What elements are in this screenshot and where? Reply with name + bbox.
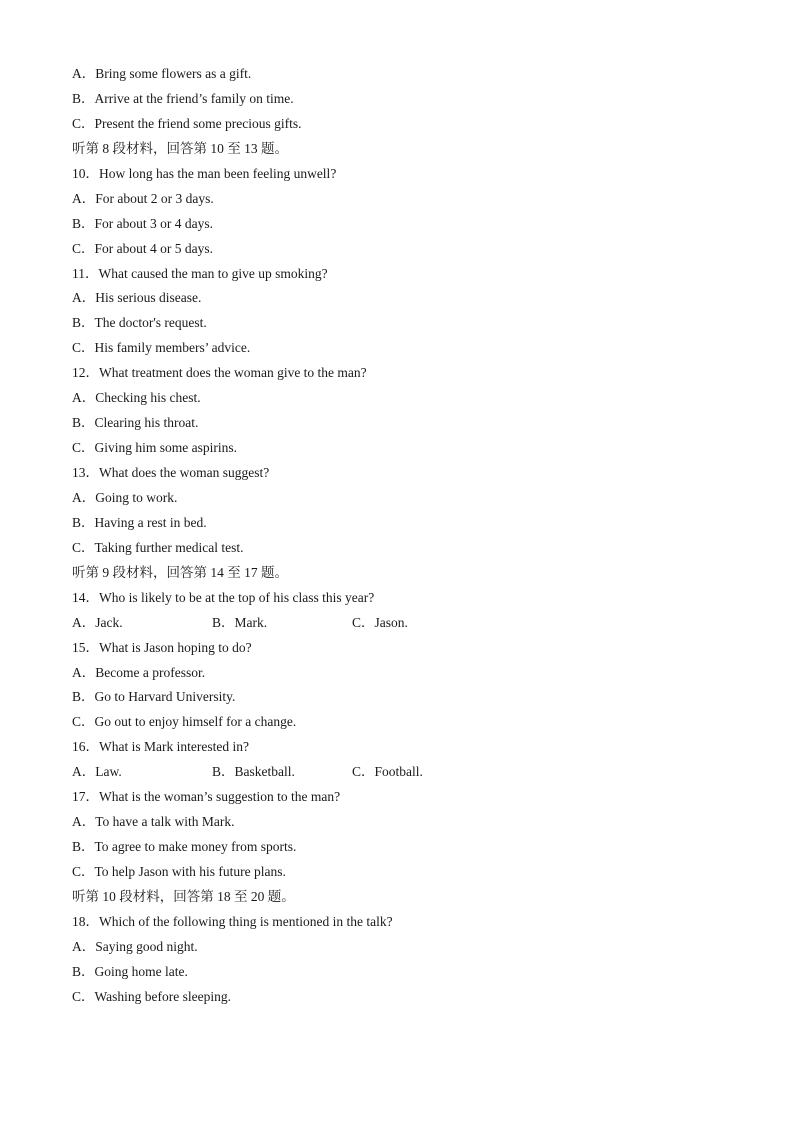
- section-heading: 听第 10 段材料，回答第 18 至 20 题。: [72, 888, 295, 904]
- option-line: C．Go out to enjoy himself for a change.: [72, 714, 297, 730]
- option-line: A．Bring some flowers as a gift.: [72, 66, 252, 81]
- option-line: B．Clearing his throat.: [72, 415, 199, 431]
- document-page: [72, 62, 732, 1010]
- option-line: B．Going home late.: [72, 963, 188, 979]
- option-line: A．Checking his chest.: [72, 390, 201, 406]
- option-b: B．Mark.: [212, 614, 268, 630]
- option-line: C．His family members’ advice.: [72, 340, 251, 356]
- option-line: A．To have a talk with Mark.: [72, 814, 235, 830]
- option-line: B．Go to Harvard University.: [72, 689, 236, 705]
- question-line: 14．Who is likely to be at the top of his class this year?: [72, 589, 375, 605]
- option-c: C．Jason.: [352, 614, 408, 630]
- option-line: A．His serious disease.: [72, 290, 202, 306]
- option-row: [72, 760, 732, 785]
- question-line: 11．What caused the man to give up smoking?: [72, 265, 328, 281]
- section-heading: 听第 8 段材料，回答第 10 至 13 题。: [72, 140, 288, 156]
- question-line: 12．What treatment does the woman give to the man?: [72, 365, 367, 381]
- question-line: 10．How long has the man been feeling unwell?: [72, 165, 337, 181]
- option-line: C．Washing before sleeping.: [72, 988, 232, 1004]
- option-line: B．The doctor's request.: [72, 315, 207, 331]
- question-line: 13．What does the woman suggest?: [72, 465, 270, 480]
- option-b: B．Basketball.: [212, 764, 295, 780]
- option-line: A．Become a professor.: [72, 664, 206, 680]
- section-heading: 听第 9 段材料，回答第 14 至 17 题。: [72, 564, 288, 580]
- option-line: B．Arrive at the friend’s family on time.: [72, 90, 294, 106]
- option-line: C．To help Jason with his future plans.: [72, 864, 286, 879]
- option-line: A．Going to work.: [72, 489, 178, 505]
- option-line: C．Taking further medical test.: [72, 539, 244, 555]
- option-line: C．Giving him some aspirins.: [72, 440, 237, 456]
- question-line: 15．What is Jason hoping to do?: [72, 639, 252, 655]
- option-line: A．Saying good night.: [72, 938, 198, 954]
- option-line: C．For about 4 or 5 days.: [72, 240, 213, 256]
- question-line: 17．What is the woman’s suggestion to the man?: [72, 789, 341, 805]
- option-a: A．Jack.: [72, 614, 123, 630]
- option-line: B．For about 3 or 4 days.: [72, 215, 213, 231]
- option-row: [72, 611, 732, 636]
- question-line: 16．What is Mark interested in?: [72, 739, 249, 755]
- question-line: 18．Which of the following thing is mentioned in the talk?: [72, 913, 393, 929]
- option-line: B．To agree to make money from sports.: [72, 839, 297, 855]
- option-c: C．Football.: [352, 764, 423, 780]
- option-a: A．Law.: [72, 764, 122, 780]
- option-line: C．Present the friend some precious gifts.: [72, 115, 302, 131]
- option-line: A．For about 2 or 3 days.: [72, 190, 214, 206]
- option-line: B．Having a rest in bed.: [72, 514, 207, 530]
